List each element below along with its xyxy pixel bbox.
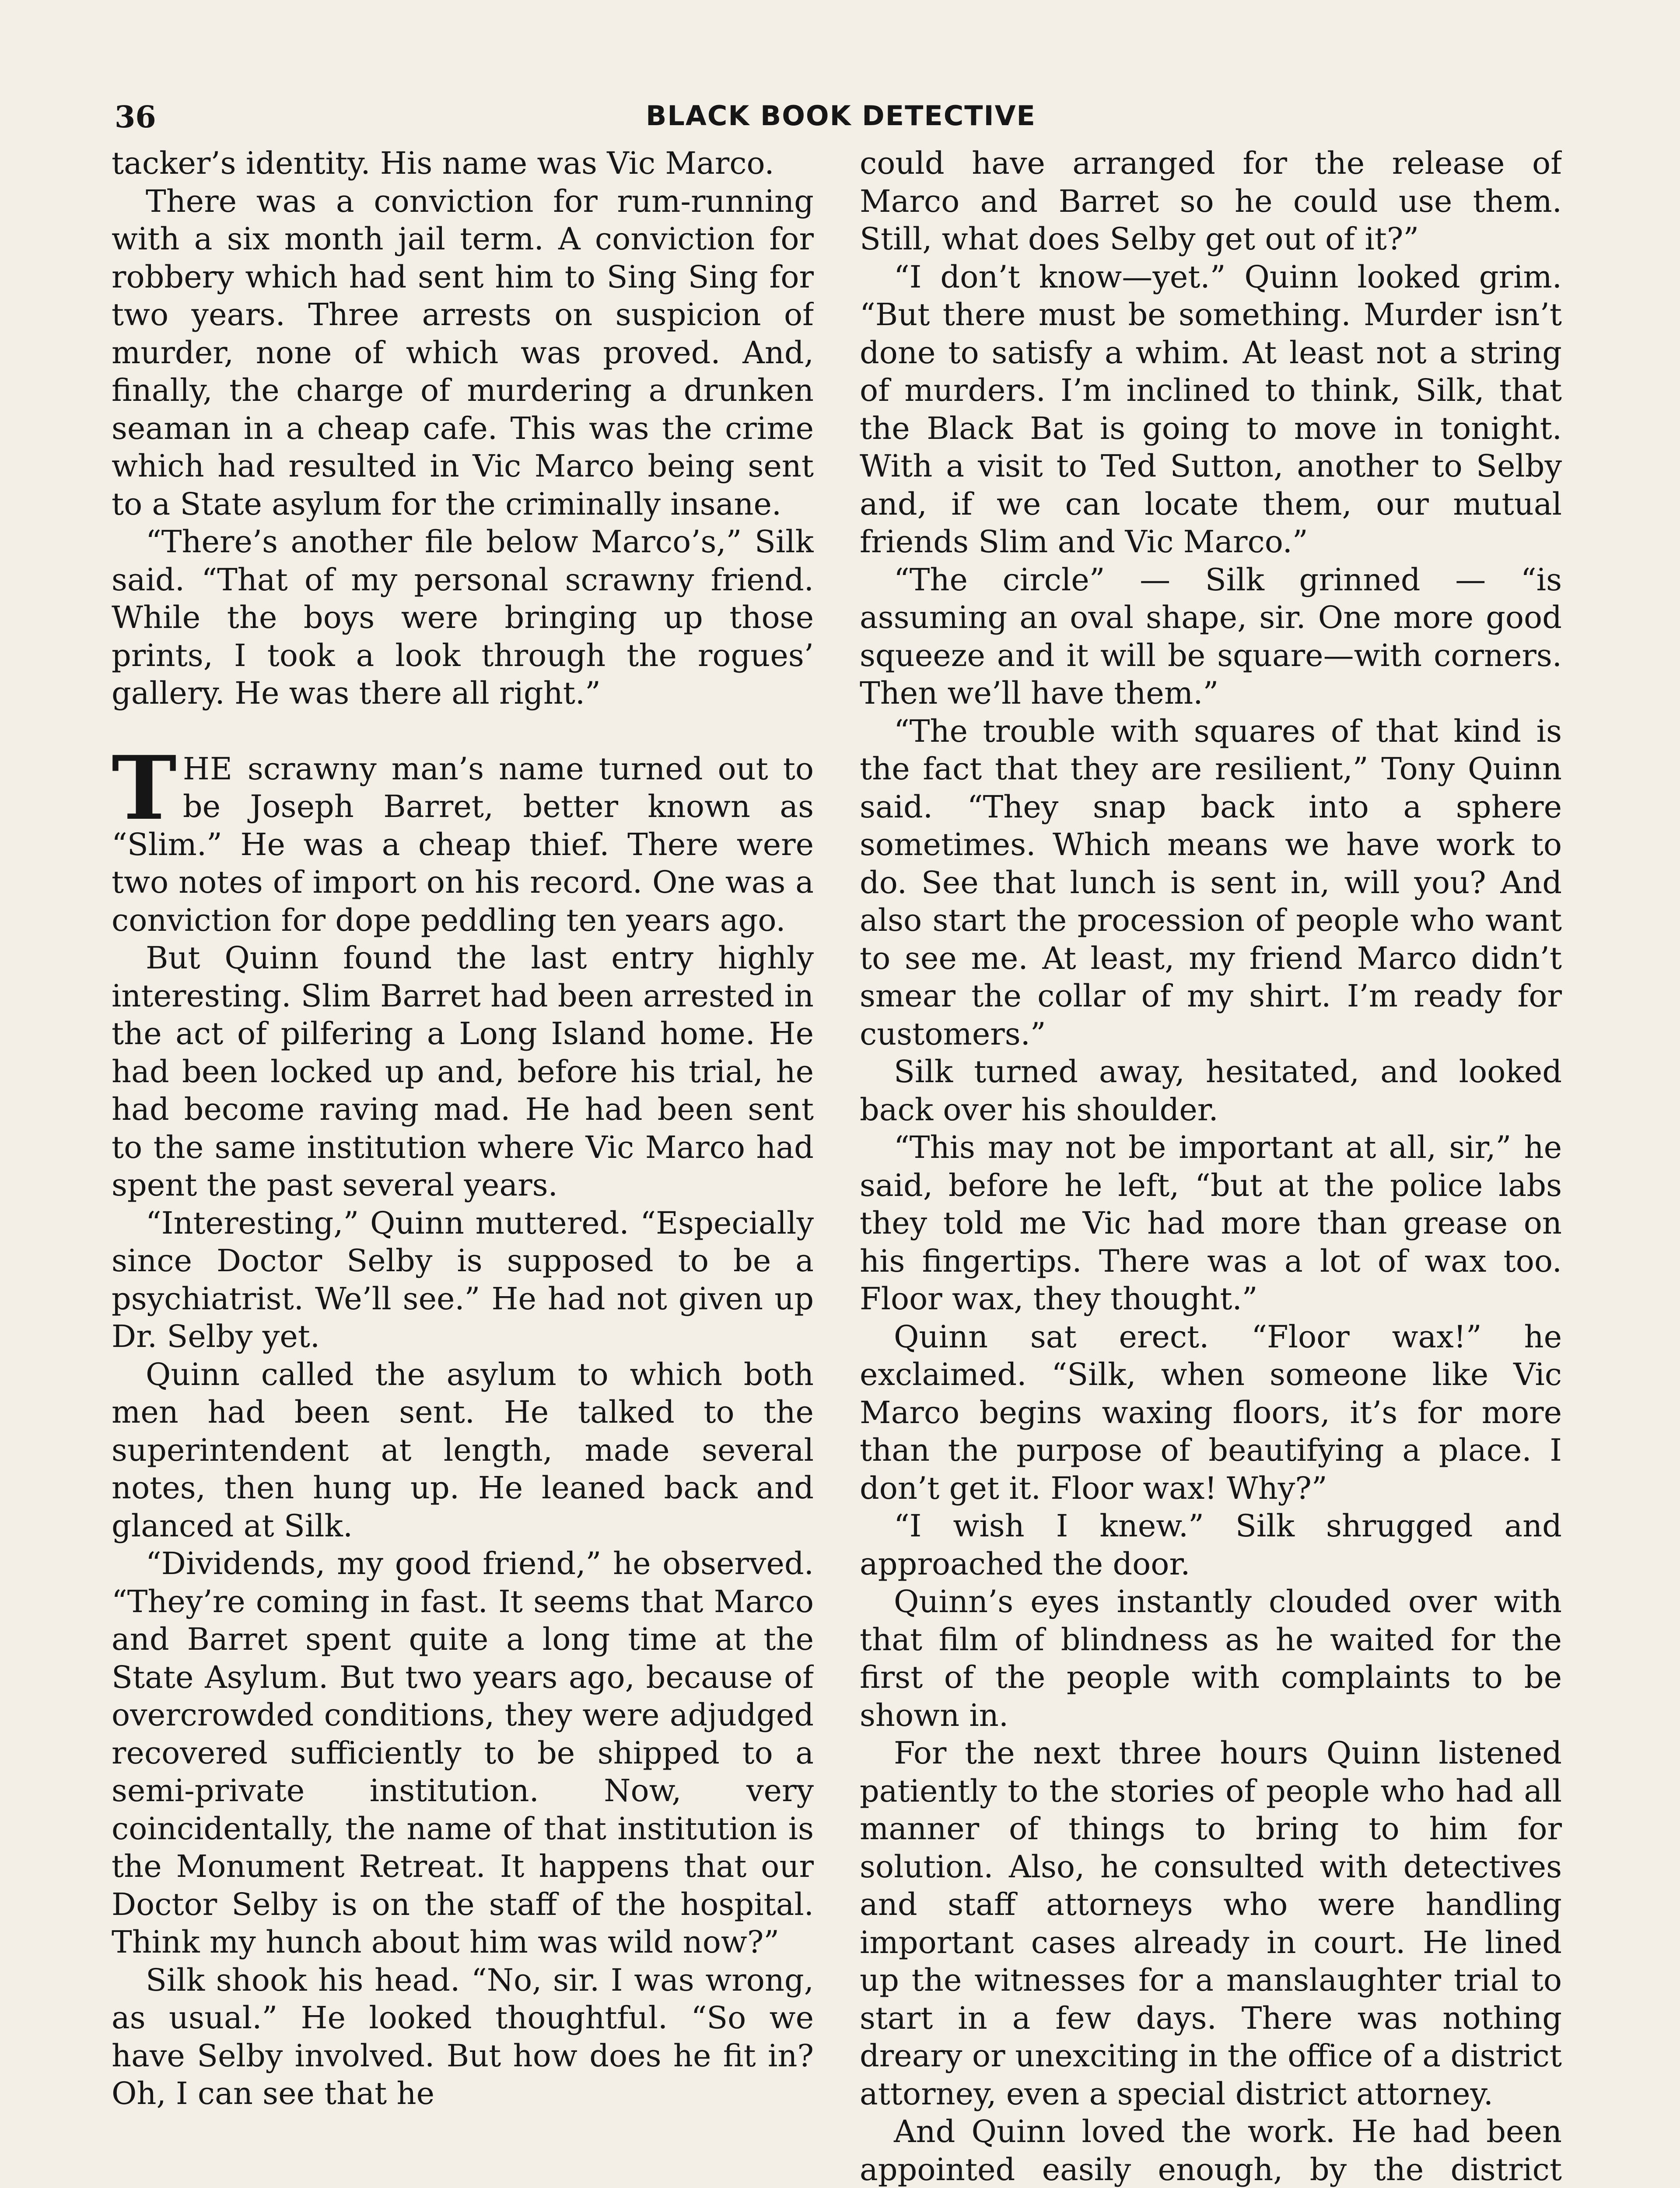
paragraph-text: scrawny man’s name turned out to be Joseph Barret, better known as “Slim.” He was a cheap thief. There were two notes of import on his record. One was a conviction for dope peddling ten years ago. [112,750,814,938]
magazine-title: BLACK BOOK DETECTIVE [646,100,1036,132]
paragraph: could have arranged for the release of Marco and Barret so he could use them. Still, what does Selby get out of it?” [860,145,1562,257]
paragraph: “I wish I knew.” Silk shrugged and approached the door. [860,1508,1562,1582]
paragraph: Quinn sat erect. “Floor wax!” he exclaimed. “Silk, when someone like Vic Marco begins waxing floors, it’s for more than the purpose of beautifying a place. I don’t get it. Floor wax! Why?” [860,1318,1562,1506]
paragraph: For the next three hours Quinn listened patiently to the stories of people who had all manner of things to bring to him for solution. Also, he consulted with detectives and staff attorneys who were handling important cases already in court. He lined up the witnesses for a manslaughter trial to start in a few days. There was nothing dreary or unexciting in the office of a district attorney, even a special district attorney. [860,1735,1562,2112]
paragraph: “I don’t know—yet.” Quinn looked grim. “But there must be something. Murder isn’t done to satisfy a whim. At least not a string of murders. I’m inclined to think, Silk, that the Black Bat is going to move in tonight. With a visit to Ted Sutton, another to Selby and, if we can locate them, our mutual friends Slim and Vic Marco.” [860,259,1562,560]
page-number: 36 [115,100,156,135]
drop-cap: T [112,736,177,840]
paragraph: “The trouble with squares of that kind is the fact that they are resilient,” Tony Quinn said. “They snap back into a sphere sometimes. Which means we have work to do. See that lunch is sent in, will you? And also start the procession of people who want to see me. At least, my friend Marco didn’t smear the collar of my shirt. I’m ready for customers.” [860,713,1562,1052]
paragraph: Silk turned away, hesitated, and looked back over his shoulder. [860,1054,1562,1128]
paragraph: Quinn’s eyes instantly clouded over with that film of blindness as he waited for the first of the people with complaints to be shown in. [860,1584,1562,1733]
running-header [115,100,1567,148]
paragraph: Quinn called the asylum to which both men had been sent. He talked to the superintendent at length, made several notes, then hung up. He leaned back and glanced at Silk. [112,1356,814,1544]
paragraph: “Interesting,” Quinn muttered. “Especially since Doctor Selby is supposed to be a psychiatrist. We’ll see.” He had not given up Dr. Selby yet. [112,1205,814,1354]
paragraph: tacker’s identity. His name was Vic Marco. [112,145,774,181]
paragraph-drop-cap [112,736,814,940]
paragraph: But Quinn found the last entry highly interesting. Slim Barret had been arrested in the act of pilfering a Long Island home. He had been locked up and, before his trial, he had become raving mad. He had been sent to the same institution where Vic Marco had spent the past several years. [112,940,814,1203]
paragraph: “The circle” — Silk grinned — “is assuming an oval shape, sir. One more good squeeze and it will be square—with corners. Then we’ll have them.” [860,561,1562,711]
paragraph: “Dividends, my good friend,” he observed. “They’re coming in fast. It seems that Marco and Barret spent quite a long time at the State Asylum. But two years ago, because of overcrowded conditions, they were adjudged recovered sufficiently to be shipped to a semi-private institution. Now, very coincidentally, the name of that institution is the Monument Retreat. It happens that our Doctor Selby is on the staff of the hospital. Think my hunch about him was wild now?” [112,1546,814,1960]
paragraph: And Quinn loved the work. He had been appointed easily enough, by the district [860,2114,1562,2188]
paragraph: “There’s another file below Marco’s,” Silk said. “That of my personal scrawny friend. While the boys were bringing up those prints, I took a look through the rogues’ gallery. He was there all right.” [112,524,814,711]
left-column [112,144,814,2188]
small-caps-lead: HE [182,750,233,787]
paragraph: “This may not be important at all, sir,” he said, before he left, “but at the police labs they told me Vic had more than grease on his fingertips. There was a lot of wax too. Floor wax, they thought.” [860,1129,1562,1317]
paragraph: Silk shook his head. “No, sir. I was wrong, as usual.” He looked thoughtful. “So we have Selby involved. But how does he fit in? Oh, I can see that he [112,1962,814,2111]
paragraph: There was a conviction for rum-running with a six month jail term. A conviction for robbery which had sent him to Sing Sing for two years. Three arrests on suspicion of murder, none of which was proved. And, finally, the charge of murdering a drunken seaman in a cheap cafe. This was the crime which had resulted in Vic Marco being sent to a State asylum for the criminally insane. [112,183,814,522]
section-break [112,712,814,750]
right-column [860,144,1562,2188]
